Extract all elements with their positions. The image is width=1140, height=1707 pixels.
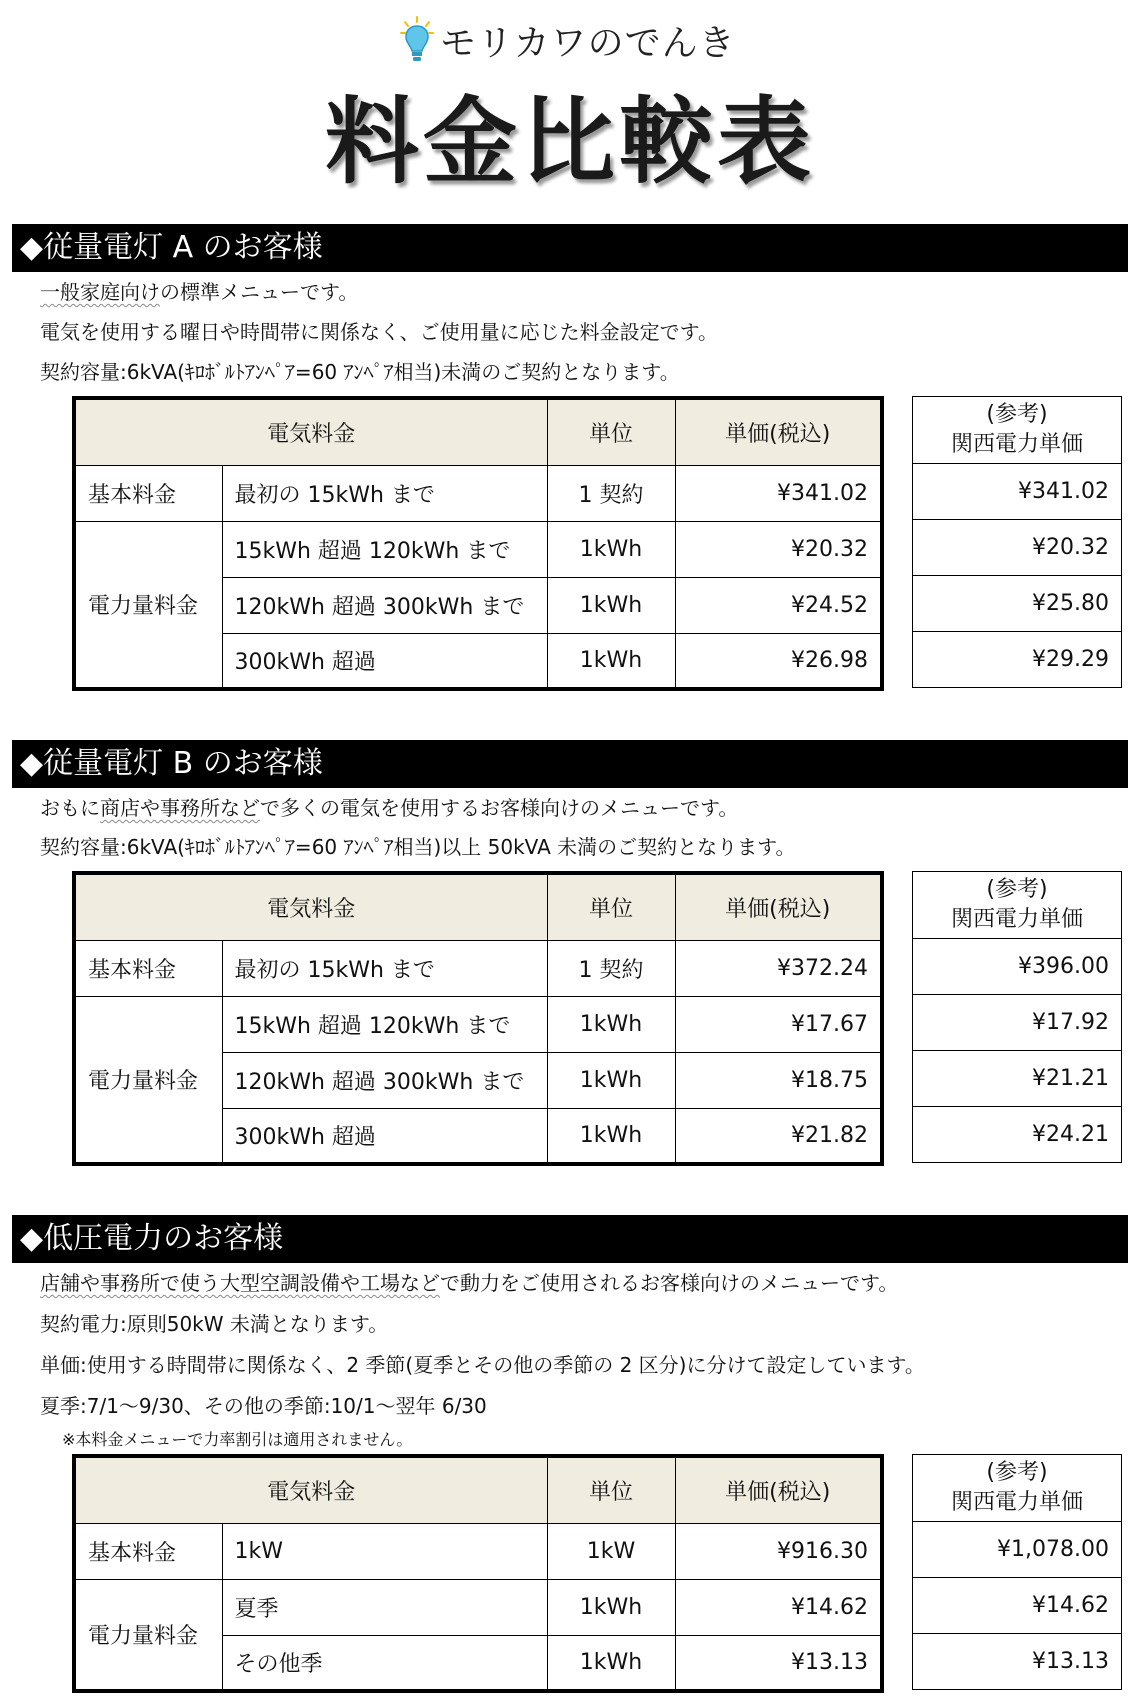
price-cell: ¥24.52 [675,577,882,633]
unit-cell: 1kWh [547,633,675,689]
price-cell: ¥17.67 [675,996,882,1052]
section-b-title: ◆従量電灯 B のお客様 [12,740,1128,788]
header-unit: 単位 [547,1456,675,1523]
section-c-desc-1 [40,1269,898,1297]
unit-cell: 1kWh [547,1635,675,1691]
reference-header-line-2: 関西電力単価 [950,1490,1083,1515]
price-cell: ¥18.75 [675,1052,882,1108]
table-row [913,1051,1122,1107]
section-a-title: ◆従量電灯 A のお客様 [12,224,1128,272]
unit-cell: 1kWh [547,1052,675,1108]
section-c-note: ※本料金メニューで力率割引は適用されません。 [62,1430,413,1449]
desc-cell: 15kWh 超過 120kWh まで [222,521,547,577]
section-a-desc-1-underlined: 一般家庭向け [40,280,160,304]
reference-price-cell: ¥396.00 [913,939,1122,995]
table-row [913,632,1122,688]
table-row [74,1579,882,1635]
reference-header-row [913,872,1122,939]
section-b-desc-1-rest: で多くの電気を使用するお客様向けのメニューです。 [260,796,739,820]
table-header-row [74,873,882,940]
section-a-price-table [72,396,884,691]
table-row [913,1578,1122,1634]
price-cell: ¥372.24 [675,940,882,996]
section-a-reference-table [912,396,1122,688]
reference-header-line-1: (参考) [986,402,1048,427]
reference-price-cell: ¥25.80 [913,576,1122,632]
section-c-desc-2: 契約電力:原則50kW 未満となります。 [40,1312,389,1336]
desc-cell: 1kW [222,1523,547,1579]
reference-header-row [913,397,1122,464]
header-unit: 単位 [547,398,675,465]
desc-cell: 最初の 15kWh まで [222,940,547,996]
table-row [913,464,1122,520]
category-cell: 基本料金 [74,1523,222,1579]
category-cell: 電力量料金 [74,1579,222,1691]
reference-header-line-1: (参考) [986,877,1048,902]
desc-cell: 15kWh 超過 120kWh まで [222,996,547,1052]
reference-price-cell: ¥21.21 [913,1051,1122,1107]
reference-header [913,397,1122,464]
desc-cell: 120kWh 超過 300kWh まで [222,1052,547,1108]
table-row [74,996,882,1052]
reference-price-cell: ¥1,078.00 [913,1522,1122,1578]
section-c-title: ◆低圧電力のお客様 [12,1215,1128,1263]
unit-cell: 1kWh [547,521,675,577]
table-header-row [74,398,882,465]
price-cell: ¥916.30 [675,1523,882,1579]
header-price: 単価(税込) [675,873,882,940]
desc-cell: 300kWh 超過 [222,1108,547,1164]
table-row [913,1634,1122,1690]
header-charge: 電気料金 [74,1456,547,1523]
section-a-desc-3: 契約容量:6kVA(ｷﾛﾎﾞﾙﾄｱﾝﾍﾟｱ=60 ｱﾝﾍﾟｱ相当)未満のご契約となります。 [40,360,680,384]
reference-header-row [913,1455,1122,1522]
reference-header [913,872,1122,939]
price-cell: ¥341.02 [675,465,882,521]
page-title: 料金比較表 [324,88,815,197]
reference-price-cell: ¥14.62 [913,1578,1122,1634]
reference-price-cell: ¥341.02 [913,464,1122,520]
desc-cell: 最初の 15kWh まで [222,465,547,521]
header-price: 単価(税込) [675,398,882,465]
reference-header [913,1455,1122,1522]
section-b-desc-1 [40,794,738,822]
section-b-desc-2: 契約容量:6kVA(ｷﾛﾎﾞﾙﾄｱﾝﾍﾟｱ=60 ｱﾝﾍﾟｱ相当)以上 50kVA 未満のご契約となります。 [40,835,796,859]
price-cell: ¥14.62 [675,1579,882,1635]
reference-header-line-2: 関西電力単価 [950,432,1083,457]
table-row [74,521,882,577]
table-row [913,520,1122,576]
section-a-desc-2: 電気を使用する曜日や時間帯に関係なく、ご使用量に応じた料金設定です。 [40,320,718,344]
table-row [913,939,1122,995]
section-b-desc-1-underlined: 商店や事務所など [100,796,260,820]
section-c-desc-4: 夏季:7/1～9/30、その他の季節:10/1～翌年 6/30 [40,1394,487,1418]
unit-cell: 1 契約 [547,940,675,996]
header-charge: 電気料金 [74,398,547,465]
section-b-reference-table [912,871,1122,1163]
unit-cell: 1kWh [547,1579,675,1635]
header-unit: 単位 [547,873,675,940]
section-b-price-table [72,871,884,1166]
table-row [913,576,1122,632]
section-a-desc-1 [40,278,358,306]
table-row [74,465,882,521]
section-a-desc-1-rest: の標準メニューです。 [160,280,359,304]
reference-price-cell: ¥17.92 [913,995,1122,1051]
reference-price-cell: ¥13.13 [913,1634,1122,1690]
category-cell: 電力量料金 [74,996,222,1164]
price-cell: ¥20.32 [675,521,882,577]
table-header-row [74,1456,882,1523]
lightbulb-icon [400,16,434,64]
reference-price-cell: ¥29.29 [913,632,1122,688]
section-b-desc-1-pre: おもに [40,796,100,820]
reference-header-line-1: (参考) [986,1460,1048,1485]
desc-cell: 夏季 [222,1579,547,1635]
table-row [74,940,882,996]
table-row [913,1522,1122,1578]
section-c-desc-1-rest: で動力をご使用されるお客様向けのメニューです。 [440,1271,899,1295]
table-row [913,995,1122,1051]
category-cell: 電力量料金 [74,521,222,689]
price-cell: ¥26.98 [675,633,882,689]
unit-cell: 1kWh [547,996,675,1052]
price-cell: ¥13.13 [675,1635,882,1691]
unit-cell: 1kWh [547,577,675,633]
header-price: 単価(税込) [675,1456,882,1523]
header-charge: 電気料金 [74,873,547,940]
category-cell: 基本料金 [74,940,222,996]
table-row [913,1107,1122,1163]
reference-header-line-2: 関西電力単価 [950,907,1083,932]
unit-cell: 1kW [547,1523,675,1579]
reference-price-cell: ¥24.21 [913,1107,1122,1163]
section-c-desc-1-underlined: 店舗や事務所で使う大型空調設備や工場など [40,1271,440,1295]
category-cell: 基本料金 [74,465,222,521]
unit-cell: 1 契約 [547,465,675,521]
desc-cell: 300kWh 超過 [222,633,547,689]
section-c-desc-3: 単価:使用する時間帯に関係なく、2 季節(夏季とその他の季節の 2 区分)に分けて設定しています。 [40,1353,925,1377]
reference-price-cell: ¥20.32 [913,520,1122,576]
table-row [74,1523,882,1579]
logo-text: モリカワのでんき [440,22,736,64]
price-cell: ¥21.82 [675,1108,882,1164]
desc-cell: その他季 [222,1635,547,1691]
unit-cell: 1kWh [547,1108,675,1164]
section-c-price-table [72,1454,884,1693]
brand-logo [400,14,736,66]
desc-cell: 120kWh 超過 300kWh まで [222,577,547,633]
section-c-reference-table [912,1454,1122,1690]
